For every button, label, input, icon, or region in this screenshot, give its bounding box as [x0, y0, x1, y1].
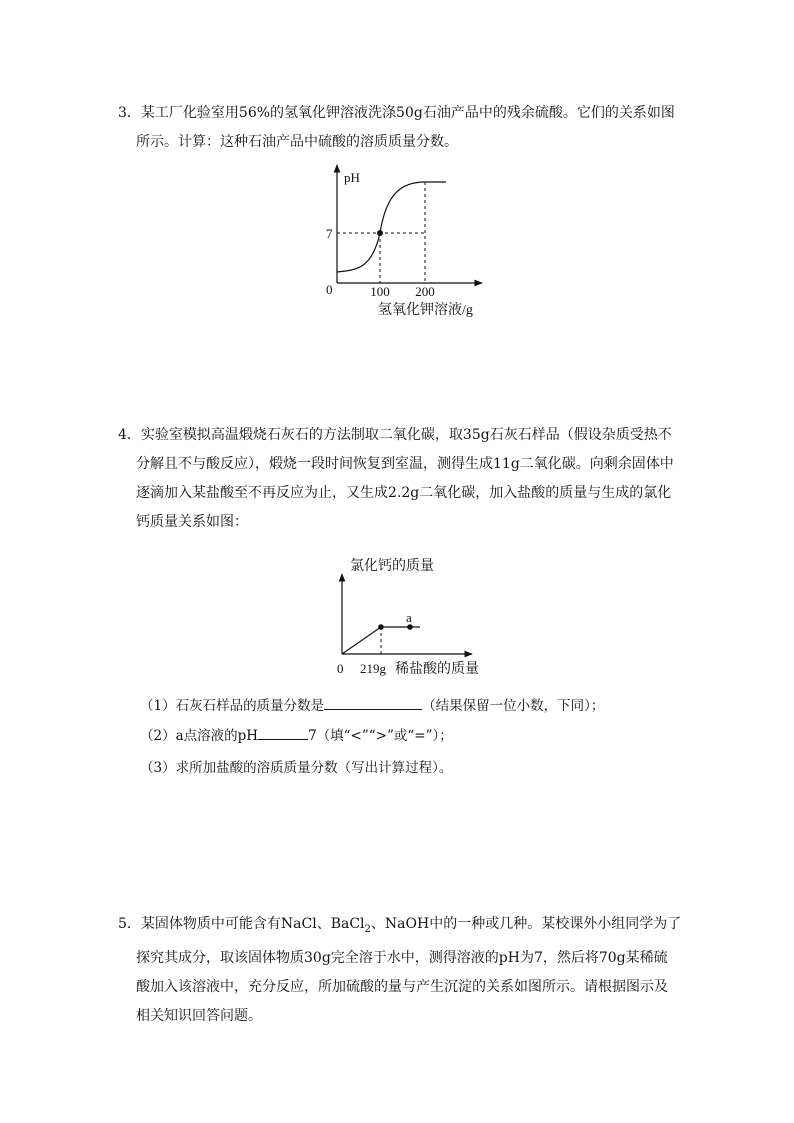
cacl2-origin-label: 0	[337, 661, 344, 676]
cacl2-x-tick-219: 219g	[360, 661, 386, 676]
ph-curve-figure	[320, 160, 500, 320]
question-5-number: 5．	[118, 916, 141, 932]
question-4-number: 4．	[118, 427, 141, 443]
question-4-sub-2: （2）a点溶液的pH 7（填“<”“>”或“=”）；	[140, 725, 453, 746]
ph-x-tick-200: 200	[415, 284, 435, 299]
ph-y-tick-7: 7	[326, 226, 333, 241]
answer-blank-1[interactable]	[324, 695, 422, 710]
question-5-line-1: 5．某固体物质中可能含有NaCl、BaCl$_2$、NaOH中的一种或几种。某校课外小组同学为了	[118, 916, 682, 935]
ph-neutral-point	[377, 230, 383, 236]
question-4-sub-1: （1）石灰石样品的质量分数是 （结果保留一位小数，下同）；	[140, 695, 604, 716]
question-3	[118, 99, 680, 157]
question-5	[118, 910, 680, 1031]
question-4-line-1: 4．实验室模拟高温煅烧石灰石的方法制取二氧化碳，取35g石灰石样品（假设杂质受热不	[118, 427, 672, 443]
question-3-line-1: 3．某工厂化验室用56%的氢氧化钾溶液洗涤50g石油产品中的残余硫酸。它们的关系如图	[118, 105, 675, 121]
question-4-line-2: 分解且不与酸反应），煅烧一段时间恢复到室温，测得生成11g二氧化碳。向剩余固体中	[136, 456, 674, 472]
answer-blank-2[interactable]	[258, 725, 308, 740]
question-5-line-4: 相关知识回答问题。	[136, 1007, 262, 1024]
cacl2-point-a-label: a	[406, 610, 412, 625]
question-4-line-4: 钙质量关系如图：	[136, 514, 248, 530]
question-5-line-2: 探究其成分，取该固体物质30g完全溶于水中，测得溶液的pH为7，然后将70g某稀硫	[136, 949, 668, 966]
ph-origin-label: 0	[326, 282, 333, 297]
ph-y-label: pH	[344, 170, 360, 185]
cacl2-x-label: 稀盐酸的质量	[395, 662, 479, 677]
cacl2-point-a	[407, 624, 413, 630]
cacl2-turn-point	[378, 624, 384, 630]
question-4-line-3: 逐滴加入某盐酸至不再反应为止，又生成2.2g二氧化碳，加入盐酸的质量与生成的氯化	[136, 485, 672, 501]
question-3-line-2: 所示。计算：这种石油产品中硫酸的溶质质量分数。	[136, 134, 458, 150]
ph-curve	[337, 182, 446, 272]
calcium-chloride-figure	[330, 550, 520, 680]
ph-x-label: 氢氧化钾溶液/g	[378, 303, 473, 318]
question-4-sub-3: （3）求所加盐酸的溶质质量分数（写出计算过程）。	[140, 760, 453, 776]
question-4	[118, 421, 680, 537]
cacl2-y-label: 氯化钙的质量	[350, 559, 434, 574]
question-3-number: 3．	[118, 105, 141, 121]
question-5-line-3: 酸加入该溶液中，充分反应，所加硫酸的量与产生沉淀的关系如图所示。请根据图示及	[136, 978, 668, 995]
ph-x-tick-100: 100	[370, 284, 390, 299]
